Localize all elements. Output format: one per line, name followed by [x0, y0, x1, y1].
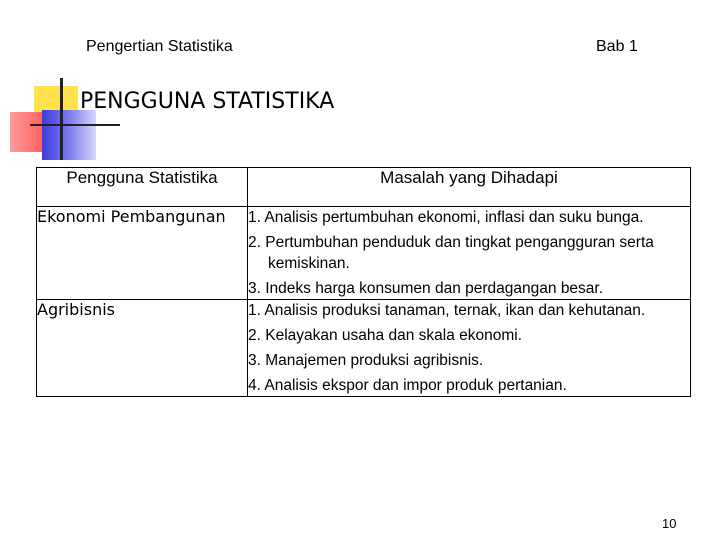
column-header-users: Pengguna Statistika — [37, 168, 248, 207]
slide-title: PENGGUNA STATISTIKA — [80, 89, 335, 114]
row-category: Agribisnis — [37, 300, 248, 397]
list-item: 2. Kelayakan usaha dan skala ekonomi. — [248, 327, 523, 344]
list-item: 4. Analisis ekspor dan impor produk pertanian. — [248, 377, 567, 394]
statistics-users-table — [36, 167, 691, 397]
list-item: 3. Manajemen produksi agribisnis. — [248, 352, 484, 369]
table-header-row — [37, 168, 691, 207]
row-category: Ekonomi Pembangunan — [37, 207, 248, 300]
list-item: 3. Indeks harga konsumen dan perdagangan besar. — [248, 280, 604, 297]
list-item: 1. Analisis produksi tanaman, ternak, ikan dan kehutanan. — [248, 302, 646, 319]
title-ornament — [0, 0, 130, 170]
header-chapter-title: Pengertian Statistika — [86, 38, 233, 55]
page-number: 10 — [662, 516, 677, 531]
row-problem-list — [248, 207, 691, 300]
list-item: 2. Pertumbuhan penduduk dan tingkat pengangguran serta kemiskinan. — [248, 234, 654, 272]
ornament-vertical-line — [60, 78, 63, 160]
table-row — [37, 300, 691, 397]
header-chapter-number: Bab 1 — [596, 38, 638, 55]
list-item: 1. Analisis pertumbuhan ekonomi, inflasi dan suku bunga. — [248, 209, 644, 226]
column-header-problems: Masalah yang Dihadapi — [248, 168, 691, 207]
ornament-horizontal-line — [30, 124, 120, 126]
row-problem-list — [248, 300, 691, 397]
ornament-blue-square — [42, 110, 96, 160]
table-row — [37, 207, 691, 300]
